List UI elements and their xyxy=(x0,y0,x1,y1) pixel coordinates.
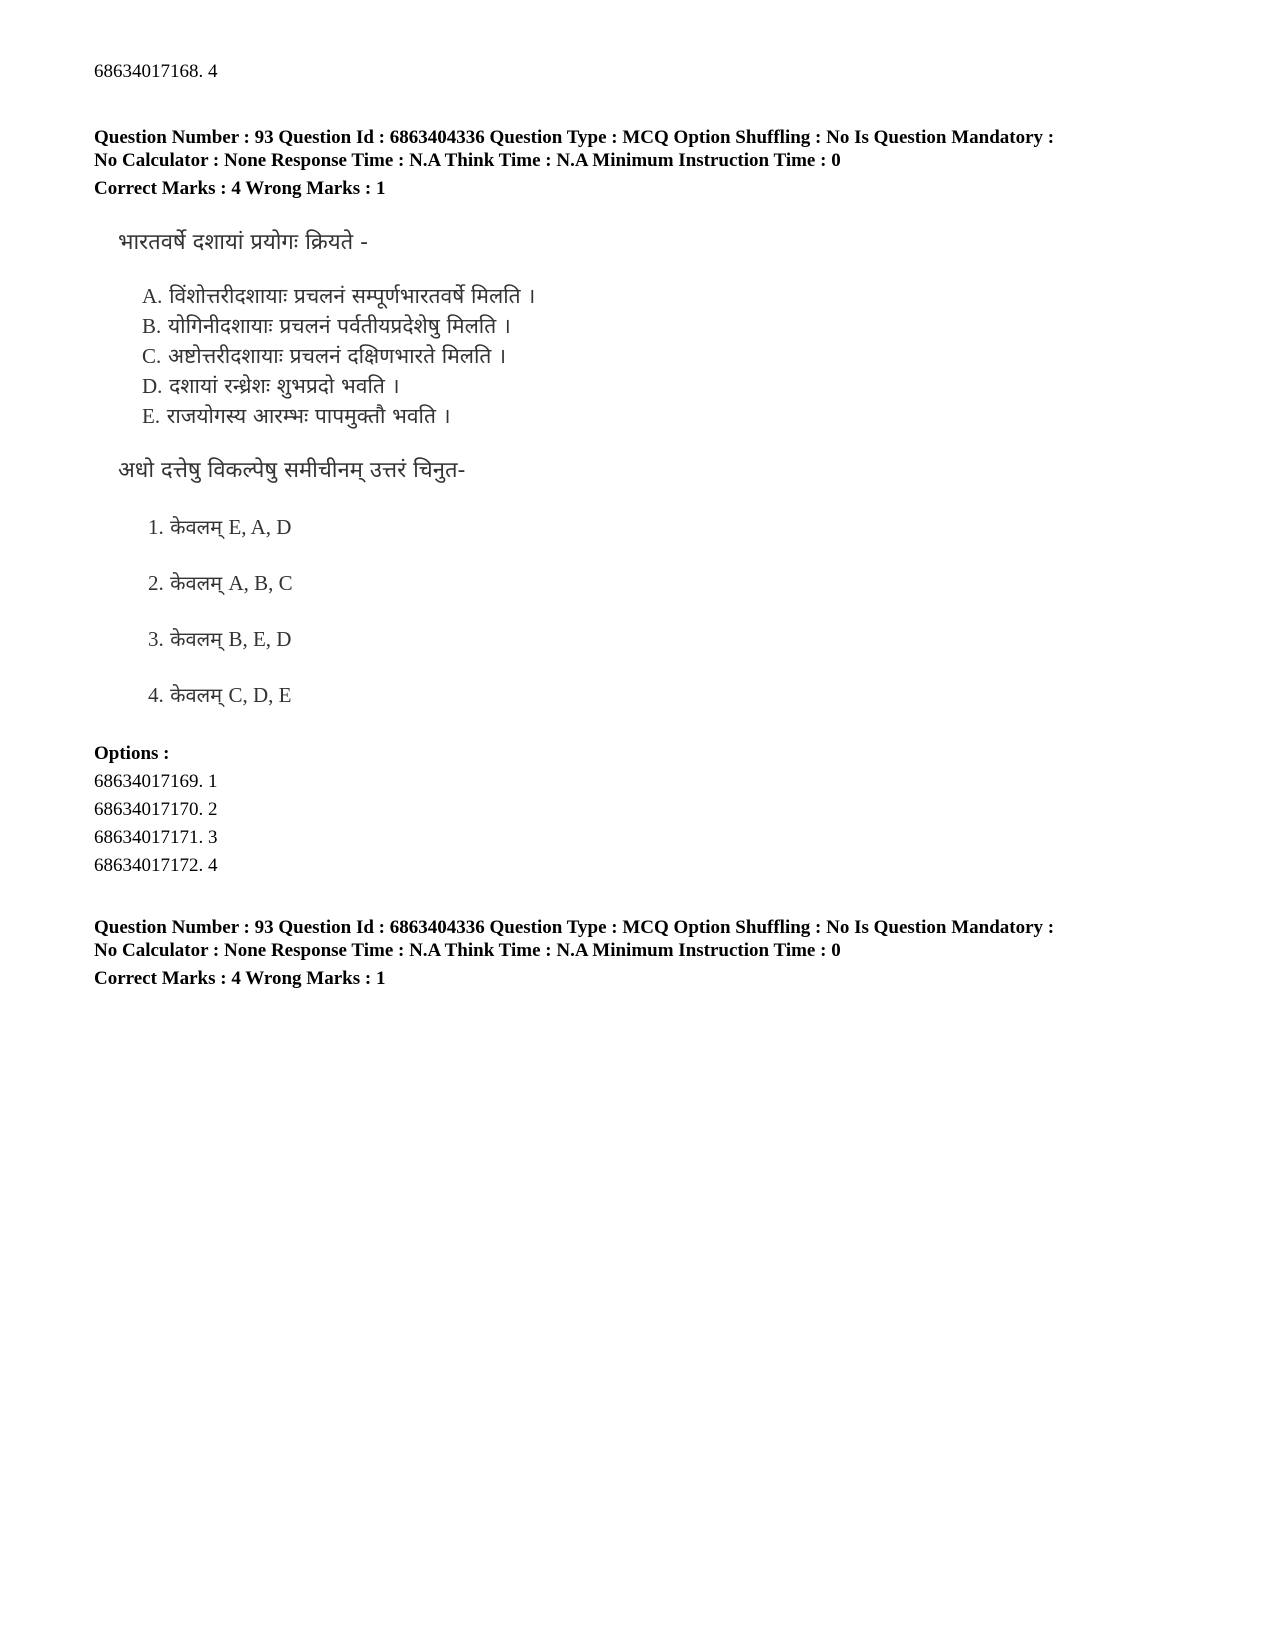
options-heading: Options : xyxy=(94,743,170,764)
statement-label: C. xyxy=(142,344,162,368)
choice-letters: B, E, D xyxy=(228,627,292,651)
statement-label: E. xyxy=(142,404,161,428)
choice-word: केवलम् xyxy=(170,627,223,651)
choice-word: केवलम् xyxy=(170,683,223,707)
question-instruction: अधो दत्तेषु विकल्पेषु समीचीनम् उत्तरं चिनुत- xyxy=(118,458,466,483)
statement-text: विंशोत्तरीदशायाः प्रचलनं सम्पूर्णभारतवर्षे मिलति । xyxy=(169,284,536,308)
question-stem: भारतवर्षे दशायां प्रयोगः क्रियते - xyxy=(118,230,369,255)
next-question-marks: Correct Marks : 4 Wrong Marks : 1 xyxy=(94,968,386,989)
statement-text: योगिनीदशायाः प्रचलनं पर्वतीयप्रदेशेषु मिलति । xyxy=(167,314,511,338)
choice-number: 3. xyxy=(148,627,164,651)
question-marks: Correct Marks : 4 Wrong Marks : 1 xyxy=(94,178,386,199)
statement-label: B. xyxy=(142,314,162,338)
choice-letters: A, B, C xyxy=(228,571,293,595)
statement-label: A. xyxy=(142,284,163,308)
option-item-3: 68634017171. 3 xyxy=(94,827,218,848)
statement-c xyxy=(142,341,506,371)
statement-text: राजयोगस्य आरम्भः पापमुक्तौ भवति । xyxy=(166,404,451,428)
statement-text: अष्टोत्तरीदशायाः प्रचलनं दक्षिणभारते मिलति । xyxy=(167,344,507,368)
choice-4 xyxy=(148,681,291,709)
choice-word: केवलम् xyxy=(170,571,223,595)
choice-letters: C, D, E xyxy=(228,683,292,707)
statement-d xyxy=(142,371,400,401)
choice-number: 1. xyxy=(148,515,164,539)
choice-number: 4. xyxy=(148,683,164,707)
question-header-line1: Question Number : 93 Question Id : 6863404336 Question Type : MCQ Option Shuffling : No Is Question Mandatory : xyxy=(94,127,1055,148)
statement-a xyxy=(142,281,535,311)
option-item-4: 68634017172. 4 xyxy=(94,855,218,876)
statement-label: D. xyxy=(142,374,163,398)
choice-3 xyxy=(148,625,291,653)
option-item-1: 68634017169. 1 xyxy=(94,771,218,792)
question-header-line2: No Calculator : None Response Time : N.A Think Time : N.A Minimum Instruction Time : 0 xyxy=(94,150,841,171)
statement-e xyxy=(142,401,451,431)
next-question-header-line1: Question Number : 93 Question Id : 6863404336 Question Type : MCQ Option Shuffling : No Is Question Mandatory : xyxy=(94,917,1055,938)
choice-1 xyxy=(148,513,291,541)
previous-option-line: 68634017168. 4 xyxy=(94,61,218,82)
option-item-2: 68634017170. 2 xyxy=(94,799,218,820)
statement-text: दशायां रन्ध्रेशः शुभप्रदो भवति । xyxy=(169,374,400,398)
next-question-header-line2: No Calculator : None Response Time : N.A Think Time : N.A Minimum Instruction Time : 0 xyxy=(94,940,841,961)
choice-word: केवलम् xyxy=(170,515,223,539)
choice-letters: E, A, D xyxy=(228,515,292,539)
choice-2 xyxy=(148,569,293,597)
statement-b xyxy=(142,311,511,341)
choice-number: 2. xyxy=(148,571,164,595)
